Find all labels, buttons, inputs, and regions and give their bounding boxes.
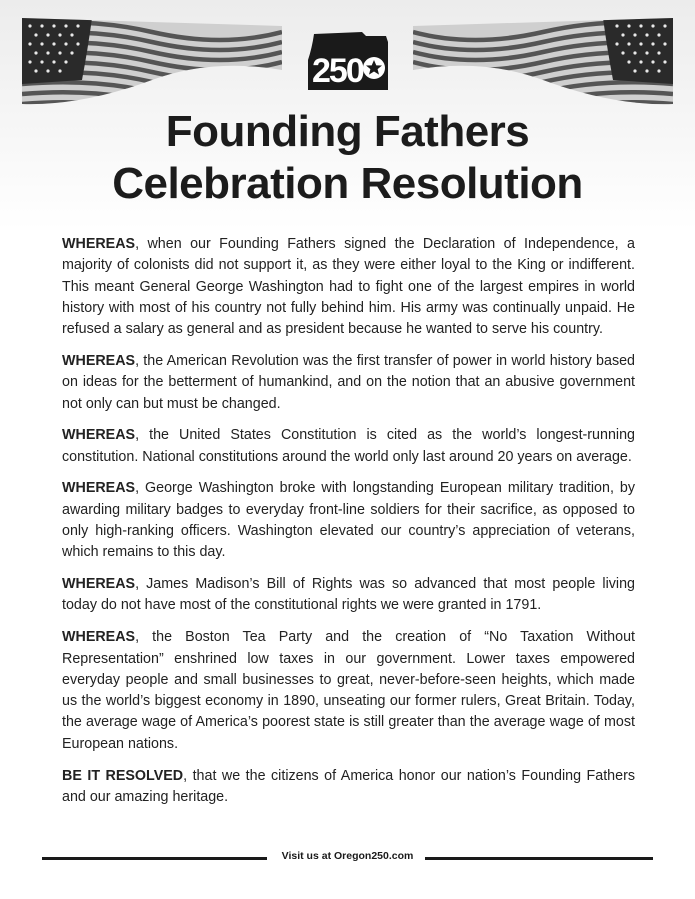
whereas-paragraph (62, 478, 635, 563)
american-flag-icon (413, 18, 673, 108)
whereas-paragraph (62, 574, 635, 617)
resolved-lead: BE IT RESOLVED (62, 767, 184, 784)
whereas-paragraph (62, 234, 635, 340)
paragraph-text: , the Boston Tea Party and the creation of “No Taxation Without Representation” enshrined low taxes in our government. Lower taxes empowered everyday people and small businesses to great, never-before-seen heights, which made us the world’s biggest economy in 1890, unseating our former rulers, Great Britain. Today, the average wage of America’s poorest state is still greater than the average wage of most European nations. (62, 629, 635, 752)
oregon-250-logo (304, 30, 392, 94)
whereas-lead: WHEREAS (62, 576, 136, 593)
title-line-2: Celebration Resolution (112, 159, 583, 208)
resolution-body (62, 234, 635, 819)
whereas-paragraph (62, 627, 635, 755)
footer-link[interactable]: Visit us at Oregon250.com (281, 850, 414, 862)
whereas-lead: WHEREAS (62, 480, 136, 497)
page-title (0, 106, 695, 210)
paragraph-text: , the United States Constitution is cited as the world’s longest-running constitution. National constitutions around the world only last around 20 years on average. (62, 427, 635, 465)
paragraph-text: , that we the citizens of America honor our nation’s Founding Fathers and our amazing heritage. (62, 767, 635, 805)
whereas-lead: WHEREAS (62, 236, 136, 252)
footer-divider-right (425, 857, 653, 860)
logo-number: 250 (312, 52, 363, 90)
whereas-paragraph (62, 351, 635, 415)
paragraph-text: , when our Founding Fathers signed the Declaration of Independence, a majority of colonists did not support it, as they were either loyal to the King or indifferent. This meant General George Washington had to fight one of the largest empires in world history with most of his country not fully behind him. His army was continually unpaid. He refused a salary as general and as president because he wanted to serve his country. (62, 236, 635, 338)
whereas-lead: WHEREAS (62, 352, 136, 369)
whereas-paragraph (62, 425, 635, 468)
whereas-lead: WHEREAS (62, 629, 136, 646)
paragraph-text: , the American Revolution was the first transfer of power in world history based on ideas for the betterment of humankind, and on the notion that an abusive government not only can but must be changed. (62, 352, 635, 412)
american-flag-icon (22, 18, 282, 108)
title-line-1: Founding Fathers (165, 107, 530, 156)
header (0, 0, 695, 110)
paragraph-text: , George Washington broke with longstanding European military tradition, by awarding military badges to everyday front-line soldiers for their sacrifice, as opposed to only high-ranking officers. Washington elevated our country’s appreciation of veterans, which remains to this day. (62, 480, 635, 561)
paragraph-text: , James Madison’s Bill of Rights was so advanced that most people living today do not have most of the constitutional rights we were granted in 1791. (62, 576, 635, 614)
resolved-paragraph (62, 766, 635, 809)
footer (42, 850, 653, 866)
whereas-lead: WHEREAS (62, 427, 136, 444)
